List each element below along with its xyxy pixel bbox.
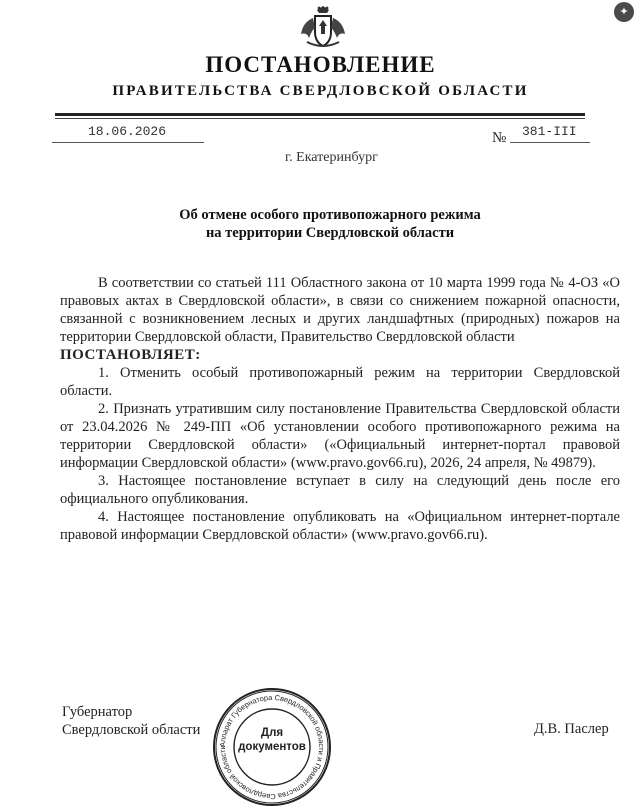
decree-word: ПОСТАНОВЛЯЕТ: <box>60 347 201 363</box>
date-underline <box>52 142 204 143</box>
stamp-center-line-2: документов <box>238 741 306 753</box>
header-rule-thin <box>55 118 585 119</box>
number-underline <box>510 142 590 143</box>
title-line-2: на территории Свердловской области <box>205 225 455 241</box>
signatory-name: Д.В. Паслер <box>534 721 609 737</box>
coat-of-arms-icon <box>293 4 353 50</box>
stamp-center-line-1: Для <box>260 727 284 739</box>
title-line-1: Об отмене особого противопожарного режима <box>179 207 481 223</box>
stamp-ring-text: Аппарат Губернатора Свердловской области и Правительства Свердловской области <box>217 692 327 802</box>
issuer-heading: ПРАВИТЕЛЬСТВА СВЕРДЛОВСКОЙ ОБЛАСТИ <box>112 83 529 99</box>
list-item: 4. Настоящее постановление опубликовать на «Официальном интернет-портале правовой информации Свердловской области» (www.pravo.gov66.ru). <box>60 509 620 543</box>
document-title <box>140 206 520 242</box>
city: г. Екатеринбург <box>285 150 378 165</box>
document-number: 381-III <box>522 124 577 139</box>
stamp-center-label <box>230 726 314 754</box>
document-date: 18.06.2026 <box>88 124 167 139</box>
number-label: № <box>492 130 507 146</box>
document-type-heading: ПОСТАНОВЛЕНИЕ <box>205 52 436 77</box>
list-item: 2. Признать утратившим силу постановление Правительства Свердловской области от 23.04.2026 № 249-ПП «Об установлении особого противопожарного режима на территории Свердловской области» («Официальный интернет-портал правовой информации Свердловской области» (www.pravo.gov66.ru), 2026, 24 апреля, № 49879). <box>60 401 620 471</box>
sparkle-icon[interactable]: ✦ <box>614 2 634 22</box>
list-item: 3. Настоящее постановление вступает в силу на следующий день после его официального опубликования. <box>60 473 620 507</box>
signatory-title-line-2: Свердловской области <box>62 722 201 738</box>
signatory-title <box>62 703 200 739</box>
preamble-paragraph: В соответствии со статьей 111 Областного закона от 10 марта 1999 года № 4-ОЗ «О правовых актах в Свердловской области», в связи со снижением пожарной опасности, связанной с возникновением лесных и других ландшафтных (природных) пожаров на территории Свердловской области, Правительство Свердловской области <box>60 275 620 345</box>
header-rule-thick <box>55 113 585 116</box>
document-body <box>60 274 620 544</box>
signatory-title-line-1: Губернатор <box>62 704 133 720</box>
list-item: 1. Отменить особый противопожарный режим на территории Свердловской области. <box>60 365 620 399</box>
